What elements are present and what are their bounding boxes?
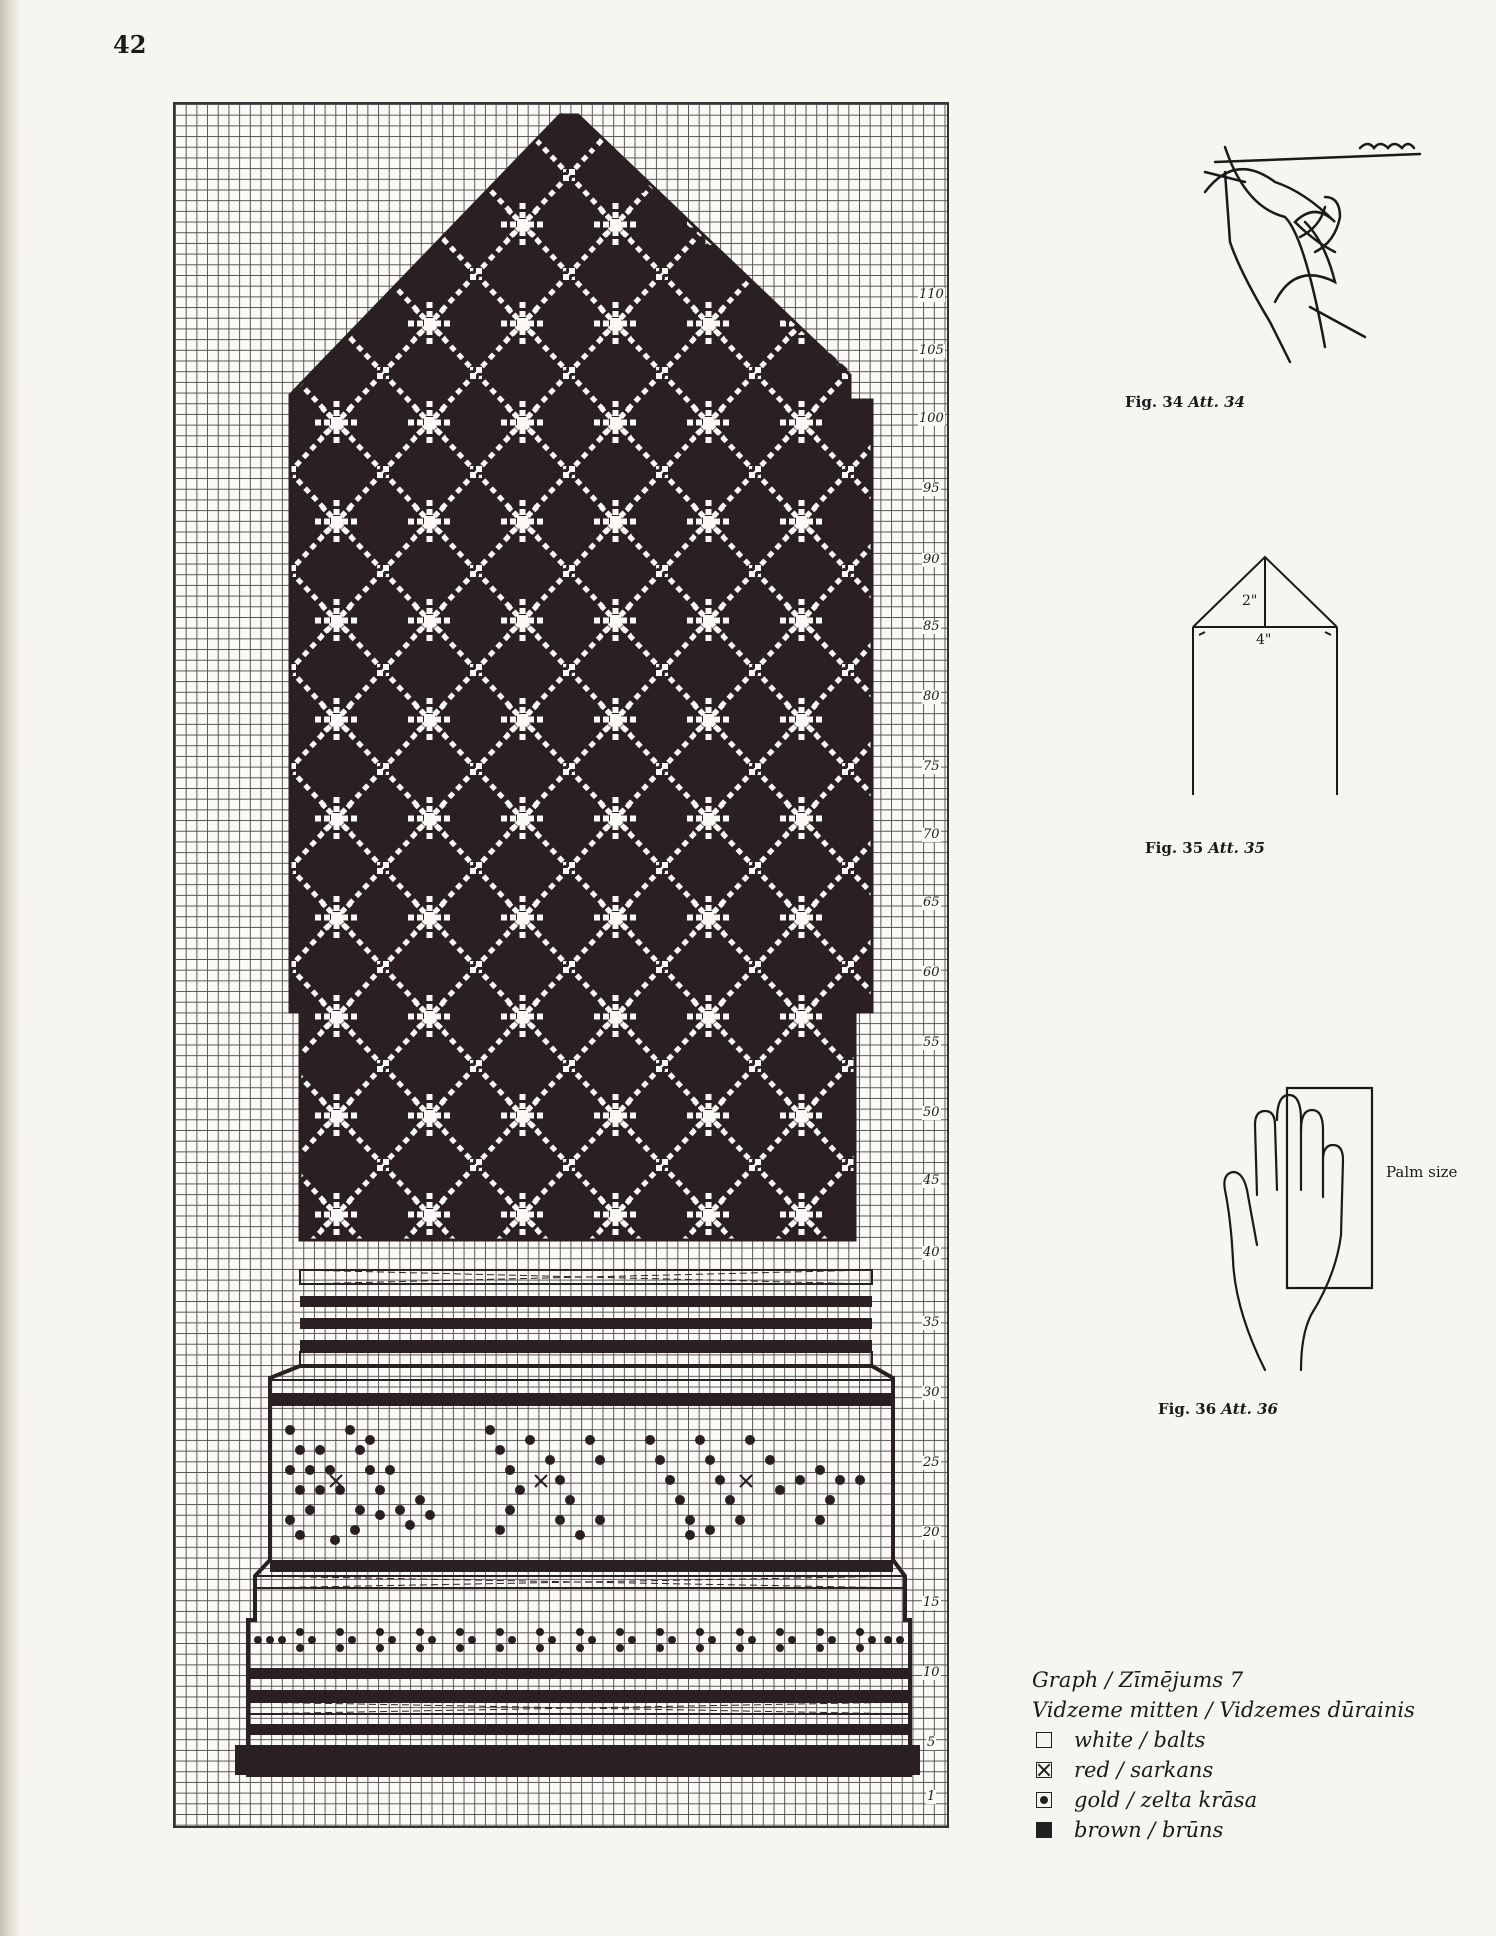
row-number-35: 35 bbox=[923, 1315, 940, 1330]
row-number-75: 75 bbox=[923, 759, 940, 774]
legend-subtitle: Vidzeme mitten / Vidzemes dūrainis bbox=[1032, 1698, 1415, 1722]
row-number-10: 10 bbox=[923, 1665, 940, 1680]
legend-item-red bbox=[1032, 1755, 1415, 1785]
fig35-top-shaping-diagram bbox=[1185, 555, 1345, 800]
fig36-label: Fig. 36 bbox=[1158, 1400, 1217, 1418]
filled-square-icon bbox=[1036, 1822, 1052, 1838]
row-number-25: 25 bbox=[923, 1455, 940, 1470]
row-number-90: 90 bbox=[923, 552, 940, 567]
row-number-105: 105 bbox=[919, 343, 944, 358]
legend-item-gold bbox=[1032, 1785, 1415, 1815]
row-number-95: 95 bbox=[923, 481, 940, 496]
row-number-65: 65 bbox=[923, 895, 940, 910]
legend-item-white bbox=[1032, 1725, 1415, 1755]
fig34-hand-casting-illustration bbox=[1185, 132, 1425, 372]
page-number: 42 bbox=[113, 30, 147, 59]
row-number-50: 50 bbox=[923, 1105, 940, 1120]
fig35-caption bbox=[1145, 839, 1265, 857]
row-number-70: 70 bbox=[923, 827, 940, 842]
fig36-caption bbox=[1158, 1400, 1278, 1418]
fig35-label: Fig. 35 bbox=[1145, 839, 1204, 857]
fig34-label: Fig. 34 bbox=[1125, 393, 1184, 411]
row-number-30: 30 bbox=[923, 1385, 940, 1400]
fig34-caption bbox=[1125, 393, 1245, 411]
row-number-85: 85 bbox=[923, 619, 940, 634]
fig36-att-label: Att. 36 bbox=[1221, 1400, 1278, 1418]
fig35-width-label: 4" bbox=[1256, 632, 1272, 648]
fig35-height-label: 2" bbox=[1242, 593, 1258, 609]
row-number-80: 80 bbox=[923, 689, 940, 704]
fig35-att-label: Att. 35 bbox=[1208, 839, 1265, 857]
row-number-45: 45 bbox=[923, 1173, 940, 1188]
row-number-100: 100 bbox=[919, 411, 944, 426]
row-number-60: 60 bbox=[923, 965, 940, 980]
row-number-15: 15 bbox=[923, 1595, 940, 1610]
legend-label-brown: brown / brūns bbox=[1074, 1818, 1224, 1842]
fig36-palm-size-illustration bbox=[1215, 1085, 1375, 1375]
legend-title: Graph / Zīmējums 7 bbox=[1032, 1668, 1244, 1692]
row-number-110: 110 bbox=[919, 287, 944, 302]
row-number-55: 55 bbox=[923, 1035, 940, 1050]
row-number-5: 5 bbox=[927, 1735, 936, 1750]
legend-label-gold: gold / zelta krāsa bbox=[1074, 1788, 1258, 1812]
white-square-icon bbox=[1036, 1732, 1052, 1748]
x-square-icon bbox=[1036, 1762, 1052, 1778]
row-number-1: 1 bbox=[927, 1789, 936, 1804]
legend-label-white: white / balts bbox=[1074, 1728, 1206, 1752]
fig34-att-label: Att. 34 bbox=[1188, 393, 1245, 411]
dot-square-icon bbox=[1036, 1792, 1052, 1808]
legend-item-brown bbox=[1032, 1815, 1415, 1845]
graph-legend bbox=[1032, 1665, 1415, 1845]
fig36-palm-size-label: Palm size bbox=[1386, 1163, 1458, 1181]
legend-label-red: red / sarkans bbox=[1074, 1758, 1214, 1782]
row-number-40: 40 bbox=[923, 1245, 940, 1260]
row-number-20: 20 bbox=[923, 1525, 940, 1540]
